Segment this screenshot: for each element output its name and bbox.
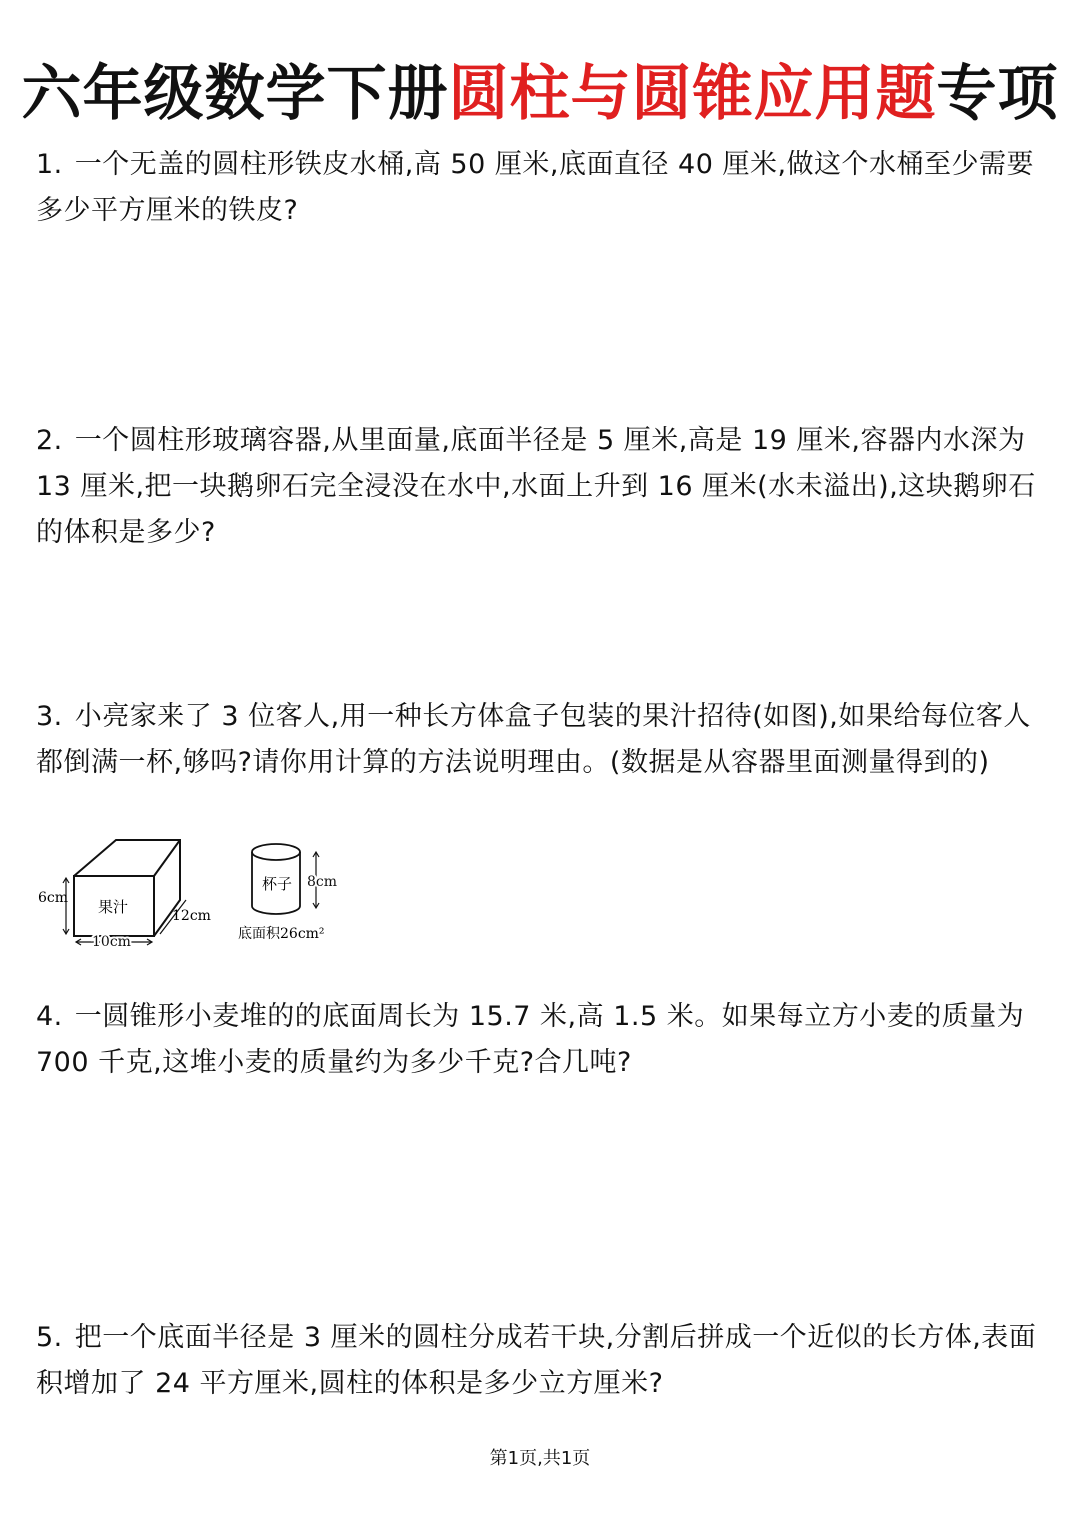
cup-bottom-arc bbox=[252, 906, 300, 914]
cup-label: 杯子 bbox=[262, 875, 293, 893]
box-width-label: 10cm bbox=[92, 934, 131, 947]
cup-figure bbox=[232, 836, 352, 955]
cup-base-label: 底面积26cm² bbox=[238, 926, 325, 942]
question-number: 4. bbox=[36, 1001, 63, 1032]
juice-box-diagram bbox=[36, 832, 226, 947]
question-text: 小亮家来了 3 位客人,用一种长方体盒子包装的果汁招待(如图),如果给每位客人都倒满一杯,够吗?请你用计算的方法说明理由。(数据是从容器里面测量得到的) bbox=[36, 701, 1031, 778]
question-text: 把一个底面半径是 3 厘米的圆柱分成若干块,分割后拼成一个近似的长方体,表面积增加了 24 平方厘米,圆柱的体积是多少立方厘米? bbox=[36, 1322, 1037, 1399]
question-4 bbox=[36, 994, 1048, 1086]
box-top-side-edges bbox=[74, 840, 180, 936]
question-number: 5. bbox=[36, 1322, 63, 1353]
question-number: 1. bbox=[36, 149, 63, 180]
question-1 bbox=[36, 142, 1048, 234]
page-footer: 第1页,共1页 bbox=[489, 1448, 591, 1469]
title-part-3: 专项 bbox=[936, 59, 1059, 129]
page-title bbox=[0, 52, 1080, 136]
title-part-1: 六年级数学下册 bbox=[21, 59, 449, 129]
question-text: 一个圆柱形玻璃容器,从里面量,底面半径是 5 厘米,高是 19 厘米,容器内水深为 13 厘米,把一块鹅卵石完全浸没在水中,水面上升到 16 厘米(水未溢出),这块鹅卵石的体积是多少? bbox=[36, 425, 1036, 548]
question-number: 2. bbox=[36, 425, 63, 456]
cup-height-label: 8cm bbox=[307, 874, 338, 890]
question-text: 一圆锥形小麦堆的的底面周长为 15.7 米,高 1.5 米。如果每立方小麦的质量为 700 千克,这堆小麦的质量约为多少千克?合几吨? bbox=[36, 1001, 1025, 1078]
title-highlight: 圆柱与圆锥应用题 bbox=[448, 59, 937, 129]
question-number: 3. bbox=[36, 701, 63, 732]
cup-diagram bbox=[232, 836, 352, 951]
question-5 bbox=[36, 1315, 1048, 1407]
box-label: 果汁 bbox=[98, 898, 129, 916]
question-text: 一个无盖的圆柱形铁皮水桶,高 50 厘米,底面直径 40 厘米,做这个水桶至少需要多少平方厘米的铁皮? bbox=[36, 149, 1035, 226]
cup-top-ellipse bbox=[252, 844, 300, 860]
box-depth-label: 12cm bbox=[172, 908, 211, 924]
question-3 bbox=[36, 694, 1048, 786]
question-2 bbox=[36, 418, 1048, 556]
juice-box-figure bbox=[36, 832, 226, 951]
box-top-edge bbox=[154, 840, 180, 876]
box-height-label: 6cm bbox=[38, 890, 69, 906]
